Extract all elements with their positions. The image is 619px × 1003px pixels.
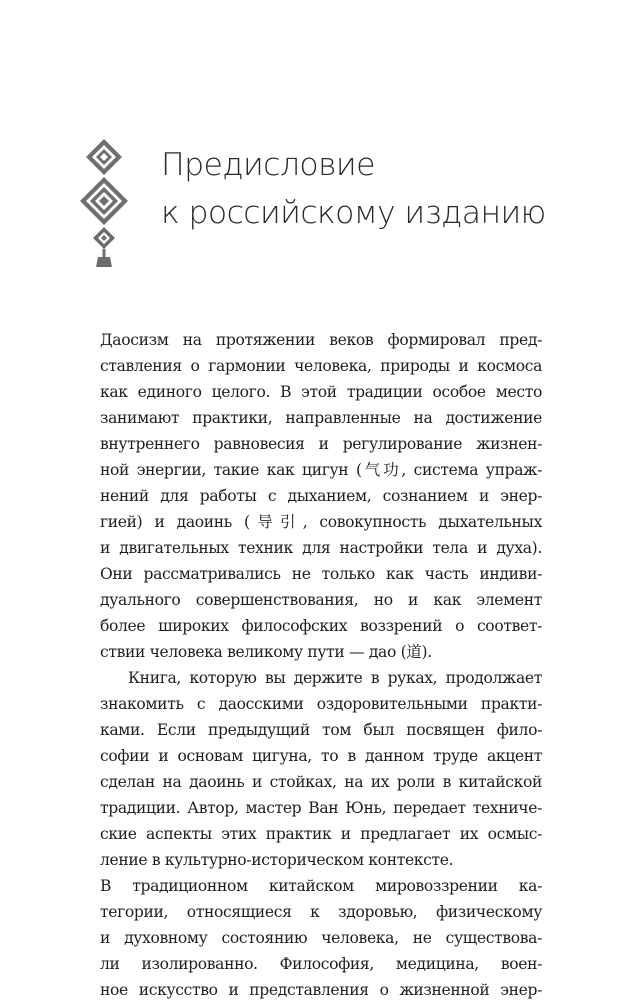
text-line: дуального совершенствования, но и как элемент bbox=[100, 591, 542, 609]
text-line: ставления о гармонии человека, природы и космоса bbox=[100, 357, 542, 375]
text-line: ками. Если предыдущий том был посвящен фило- bbox=[100, 721, 542, 739]
text-line: Даосизм на протяжении веков формировал пред- bbox=[100, 331, 542, 349]
text-line: ские аспекты этих практик и предлагает их осмыс- bbox=[100, 825, 542, 843]
text-line: нений для работы с дыханием, сознанием и энер- bbox=[100, 487, 542, 505]
chapter-title-line: Предисловие bbox=[161, 147, 375, 183]
text-line: и духовному состоянию человека, не существова- bbox=[100, 929, 542, 947]
chapter-title bbox=[161, 141, 581, 237]
chapter-title-line: к российскому изданию bbox=[161, 195, 546, 231]
paragraph bbox=[100, 665, 542, 873]
text-line: сделан на даоинь и стойках, на их роли в китайской bbox=[100, 773, 542, 791]
diamond-tassel-ornament-icon bbox=[79, 138, 129, 270]
text-line: ное искусство и представления о жизненной энер- bbox=[100, 981, 542, 999]
text-line: знакомить с даосскими оздоровительными практи- bbox=[100, 695, 542, 713]
text-line: ной энергии, такие как цигун (气功, система упраж- bbox=[100, 461, 542, 479]
paragraph bbox=[100, 327, 542, 665]
paragraph bbox=[100, 873, 542, 1003]
text-line: софии и основам цигуна, то в данном труде акцент bbox=[100, 747, 542, 765]
text-line: ствии человека великому пути — дао (道). bbox=[100, 643, 432, 661]
text-line: Они рассматривались не только как часть индиви- bbox=[100, 565, 542, 583]
text-line: традиции. Автор, мастер Ван Юнь, передает техниче- bbox=[100, 799, 542, 817]
text-line: и двигательных техник для настройки тела и духа). bbox=[100, 539, 542, 557]
text-line: занимают практики, направленные на достижение bbox=[100, 409, 542, 427]
text-line: ли изолированно. Философия, медицина, воен- bbox=[100, 955, 542, 973]
body-text bbox=[100, 327, 542, 1003]
text-line: тегории, относящиеся к здоровью, физическому bbox=[100, 903, 542, 921]
text-line: ление в культурно-историческом контексте. bbox=[100, 851, 454, 869]
text-line: В традиционном китайском мировоззрении ка- bbox=[100, 877, 542, 895]
text-line: как единого целого. В этой традиции особое место bbox=[100, 383, 542, 401]
text-line: Книга, которую вы держите в руках, продолжает bbox=[128, 669, 542, 687]
text-line: более широких философских воззрений о соответ- bbox=[100, 617, 542, 635]
text-line: гией) и даоинь (导引, совокупность дыхательных bbox=[100, 513, 542, 531]
text-line: внутреннего равновесия и регулирование жизнен- bbox=[100, 435, 542, 453]
